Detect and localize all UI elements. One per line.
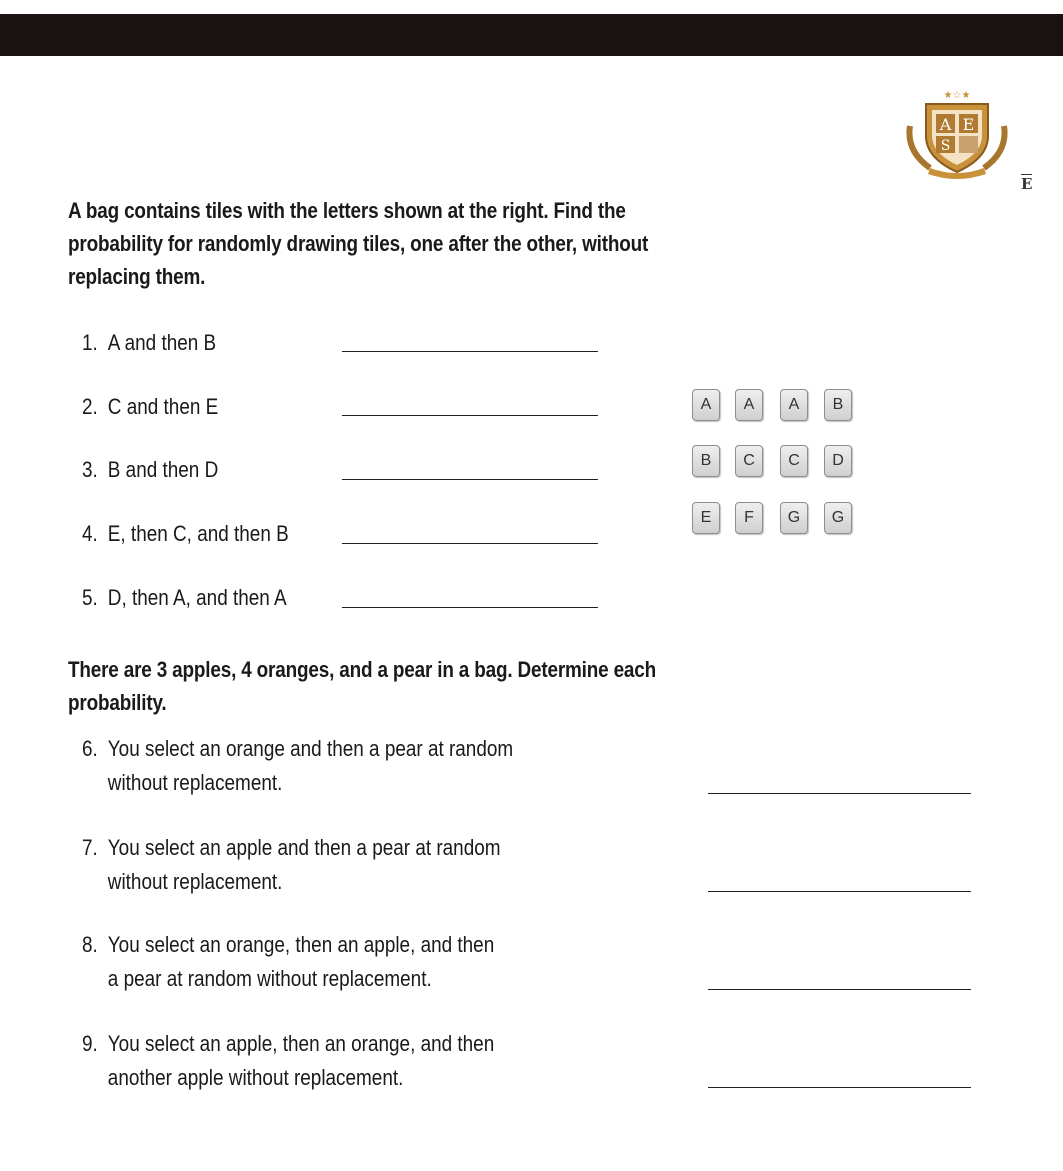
tile: G: [780, 502, 808, 534]
question-number: 9.: [82, 1031, 98, 1056]
logo-corner-letter: E: [1021, 175, 1033, 193]
tile: A: [735, 389, 763, 421]
question-number: 7.: [82, 835, 98, 860]
question-text: D, then A, and then A: [107, 585, 287, 610]
answer-blank-7[interactable]: [708, 891, 971, 892]
letter-tiles: [690, 385, 860, 545]
answer-blank-3[interactable]: [342, 479, 598, 480]
tile: E: [692, 502, 720, 534]
question-1: [82, 326, 216, 360]
question-number: 5.: [82, 585, 98, 610]
question-text: C and then E: [107, 394, 219, 419]
tile: B: [692, 445, 720, 477]
answer-blank-9[interactable]: [708, 1087, 971, 1088]
answer-blank-6[interactable]: [708, 793, 971, 794]
tile: C: [735, 445, 763, 477]
question-number: 2.: [82, 394, 98, 419]
question-8: [82, 928, 494, 996]
question-2: [82, 390, 218, 424]
section2-instructions: There are 3 apples, 4 oranges, and a pear in a bag. Determine each probability.: [68, 657, 657, 715]
question-6: [82, 732, 513, 800]
section1-instructions: A bag contains tiles with the letters shown at the right. Find the probability for randomly drawing tiles, one after the other, without replacing them.: [68, 198, 649, 289]
school-logo: [872, 86, 1050, 196]
question-text: A and then B: [107, 330, 217, 355]
tile: B: [824, 389, 852, 421]
question-number: 3.: [82, 457, 98, 482]
question-7: [82, 831, 501, 899]
question-text-line1: You select an orange, then an apple, and then: [107, 932, 495, 957]
question-text-line2: another apple without replacement.: [107, 1065, 404, 1090]
answer-blank-2[interactable]: [342, 415, 598, 416]
tile: F: [735, 502, 763, 534]
crest-icon: [902, 86, 1012, 181]
top-banner: [0, 14, 1063, 56]
question-number: 4.: [82, 521, 98, 546]
tile: A: [780, 389, 808, 421]
question-text: E, then C, and then B: [107, 521, 289, 546]
answer-blank-8[interactable]: [708, 989, 971, 990]
answer-blank-5[interactable]: [342, 607, 598, 608]
question-text-line1: You select an orange and then a pear at random: [107, 736, 514, 761]
logo-letter-e: E: [962, 115, 975, 134]
question-text-line1: You select an apple, then an orange, and then: [107, 1031, 495, 1056]
question-text-line2: a pear at random without replacement.: [107, 966, 432, 991]
question-text: B and then D: [107, 457, 219, 482]
tile: G: [824, 502, 852, 534]
question-number: 6.: [82, 736, 98, 761]
question-text-line1: You select an apple and then a pear at random: [107, 835, 501, 860]
logo-letter-a: A: [939, 115, 952, 134]
answer-blank-4[interactable]: [342, 543, 598, 544]
question-number: 1.: [82, 330, 98, 355]
question-5: [82, 581, 287, 615]
tile: C: [780, 445, 808, 477]
svg-text:★☆★: ★☆★: [943, 90, 971, 101]
question-4: [82, 517, 289, 551]
question-3: [82, 453, 218, 487]
tile: A: [692, 389, 720, 421]
question-text-line2: without replacement.: [107, 770, 283, 795]
tile: D: [824, 445, 852, 477]
answer-blank-1[interactable]: [342, 351, 598, 352]
question-number: 8.: [82, 932, 98, 957]
question-9: [82, 1027, 494, 1095]
question-text-line2: without replacement.: [107, 869, 283, 894]
logo-letter-s: S: [940, 138, 951, 154]
